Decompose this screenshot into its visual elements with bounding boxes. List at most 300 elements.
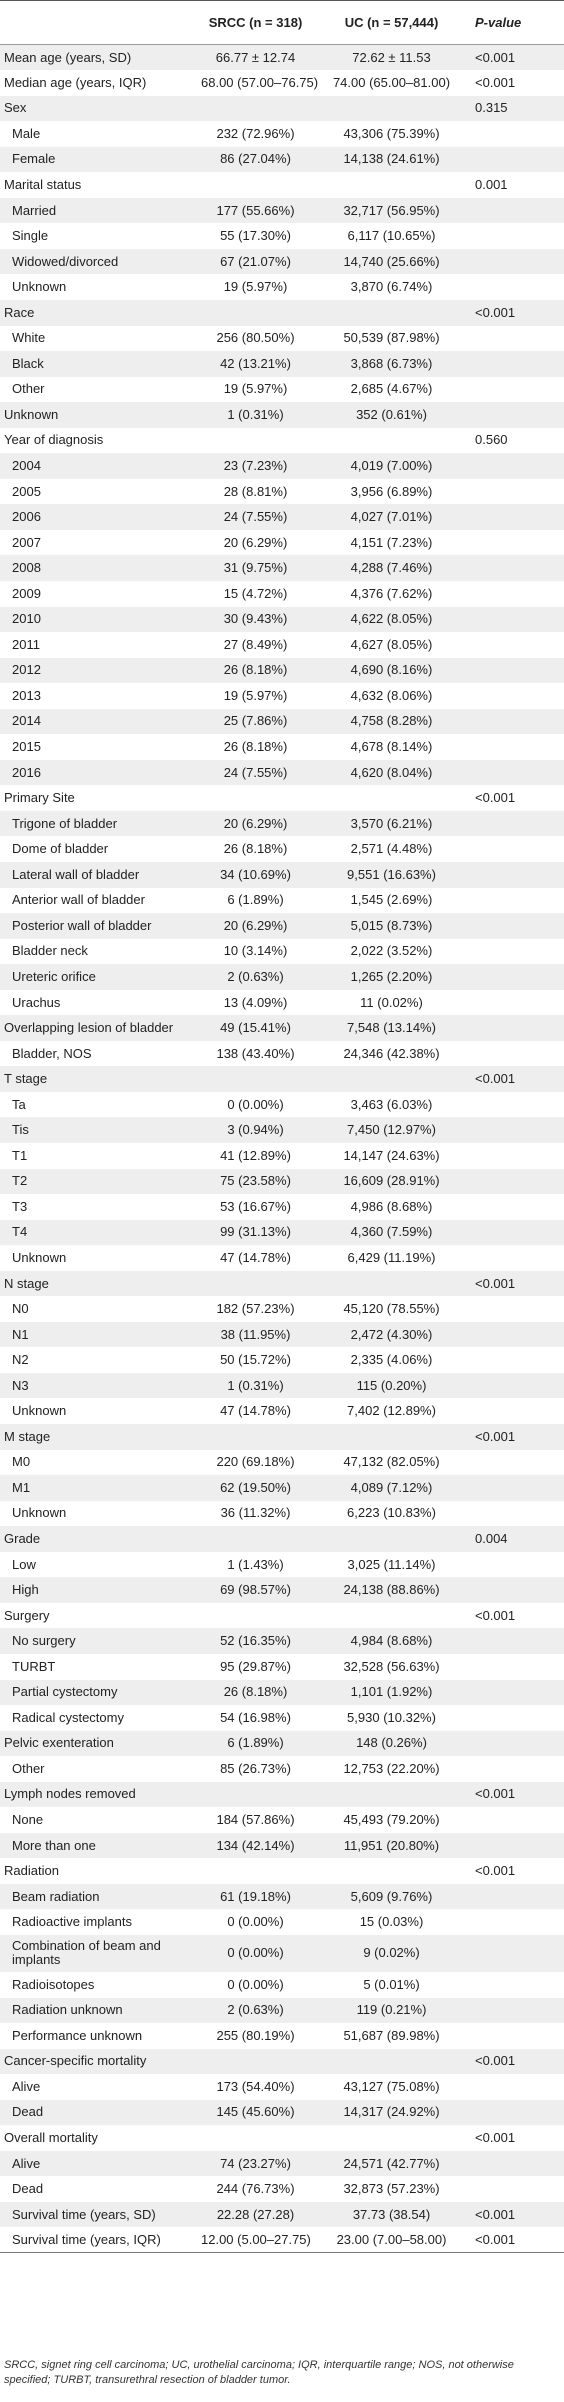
table-row [0, 198, 564, 224]
p-value: 0.001 [475, 177, 508, 192]
table-row [0, 913, 564, 939]
table-row [0, 1041, 564, 1067]
srcc-value [197, 1526, 314, 1552]
uc-value: 6,429 (11.19%) [347, 1249, 436, 1265]
uc-value: 1,101 (1.92%) [350, 1684, 433, 1700]
srcc-value: 184 (57.86%) [216, 1812, 295, 1827]
table-row [0, 1347, 564, 1373]
row-label: None [12, 1812, 44, 1827]
row-label: Race [4, 304, 35, 320]
uc-value: 45,493 (79.20%) [343, 1812, 440, 1827]
uc-value: 32,717 (56.95%) [343, 202, 440, 218]
table-row [0, 811, 564, 837]
p-value [469, 2176, 564, 2202]
uc-value: 352 (0.61%) [356, 406, 427, 422]
srcc-value: 68.00 (57.00–76.75) [201, 74, 319, 90]
uc-value: 5,015 (8.73%) [350, 917, 433, 933]
uc-value: 11,951 (20.80%) [343, 1837, 440, 1853]
p-value [469, 2023, 564, 2049]
table-row [0, 479, 564, 505]
table-row [0, 1373, 564, 1399]
uc-value: 4,376 (7.62%) [350, 585, 433, 601]
table-row [0, 1909, 564, 1935]
row-label: N stage [4, 1275, 49, 1291]
p-value [469, 683, 564, 709]
row-label: Dead [12, 2104, 44, 2120]
p-value [469, 121, 564, 147]
uc-value: 32,873 (57.23%) [343, 2181, 440, 2197]
p-value [469, 1909, 564, 1935]
p-value [469, 1756, 564, 1782]
row-label: Low [12, 1556, 36, 1572]
uc-value: 4,984 (8.68%) [350, 1633, 433, 1649]
uc-value: 50,539 (87.98%) [343, 330, 440, 346]
table-row [0, 2176, 564, 2202]
table-row [0, 1066, 564, 1092]
uc-value: 47,132 (82.05%) [343, 1454, 440, 1470]
p-value [469, 351, 564, 377]
p-value [469, 223, 564, 249]
table-row [0, 658, 564, 684]
table-row [0, 964, 564, 990]
p-value: 0.315 [475, 100, 508, 116]
srcc-value: 244 (76.73%) [216, 2181, 295, 2197]
uc-value: 4,360 (7.59%) [350, 1224, 433, 1240]
header-label-col [0, 1, 197, 45]
table-row [0, 1015, 564, 1041]
srcc-value: 22.28 (27.28) [216, 2206, 295, 2222]
uc-value: 51,687 (89.98%) [343, 2027, 440, 2043]
row-label: Lymph nodes removed [4, 1786, 136, 1802]
p-value [469, 1654, 564, 1680]
srcc-value [197, 1271, 314, 1297]
table-row [0, 888, 564, 914]
row-label: Male [12, 125, 41, 141]
srcc-value: 6 (1.89%) [227, 892, 284, 908]
srcc-value: 0 (0.00%) [227, 1096, 284, 1112]
row-label: 2013 [12, 687, 41, 703]
uc-value: 24,571 (42.77%) [343, 2155, 440, 2171]
table-row [0, 70, 564, 96]
p-value [469, 1731, 564, 1757]
table-row [0, 1092, 564, 1118]
uc-value: 43,127 (75.08%) [343, 2078, 440, 2094]
table-row [0, 1296, 564, 1322]
uc-value [314, 1782, 469, 1808]
uc-value: 24,346 (42.38%) [343, 1045, 440, 1061]
p-value [469, 1680, 564, 1706]
uc-value: 9,551 (16.63%) [347, 866, 436, 882]
srcc-value: 23 (7.23%) [223, 458, 288, 474]
row-label: 2014 [12, 713, 41, 729]
table-row [0, 2100, 564, 2126]
row-label: Beam radiation [12, 1888, 100, 1904]
srcc-value [197, 96, 314, 122]
table-row [0, 172, 564, 198]
p-value [469, 862, 564, 888]
table-row [0, 249, 564, 275]
table-row [0, 683, 564, 709]
uc-value: 2,335 (4.06%) [350, 1352, 433, 1368]
p-value [469, 1807, 564, 1833]
srcc-value: 85 (26.73%) [220, 1760, 291, 1776]
row-label: No surgery [12, 1633, 76, 1649]
table-row [0, 1245, 564, 1271]
uc-value: 3,463 (6.03%) [350, 1096, 433, 1112]
row-label: Radioisotopes [12, 1976, 95, 1992]
p-value: <0.001 [475, 2053, 516, 2069]
uc-value: 4,758 (8.28%) [350, 713, 433, 729]
row-label: Unknown [12, 279, 67, 295]
p-value [469, 2151, 564, 2177]
table-row [0, 1654, 564, 1680]
p-value: <0.001 [469, 2227, 564, 2253]
uc-value: 14,740 (25.66%) [343, 253, 440, 269]
row-label: Primary Site [4, 790, 75, 806]
table-row [0, 836, 564, 862]
table-row [0, 1731, 564, 1757]
table-row [0, 1552, 564, 1578]
row-label: Performance unknown [12, 2027, 143, 2043]
uc-value [314, 1271, 469, 1297]
uc-value: 2,571 (4.48%) [350, 841, 433, 857]
srcc-value: 41 (12.89%) [220, 1147, 291, 1163]
uc-value: 4,627 (8.05%) [350, 636, 433, 652]
srcc-value: 26 (8.18%) [223, 739, 288, 755]
p-value [469, 1041, 564, 1067]
srcc-value [197, 785, 314, 811]
row-label: Dome of bladder [12, 841, 109, 857]
srcc-value: 42 (13.21%) [220, 355, 291, 371]
row-label: Overall mortality [4, 2130, 98, 2146]
uc-value: 11 (0.02%) [360, 994, 423, 1010]
srcc-value: 66.77 ± 12.74 [215, 49, 296, 65]
p-value: <0.001 [475, 1607, 516, 1623]
p-value [469, 1998, 564, 2024]
table-row [0, 1935, 564, 1972]
uc-value: 4,620 (8.04%) [350, 764, 433, 780]
row-label: Pelvic exenteration [4, 1735, 114, 1751]
srcc-value: 256 (80.50%) [216, 330, 295, 346]
row-label: N0 [12, 1301, 29, 1317]
table-row [0, 555, 564, 581]
header-uc: UC (n = 57,444) [314, 1, 469, 45]
srcc-value: 26 (8.18%) [223, 1684, 288, 1700]
srcc-value: 26 (8.18%) [223, 662, 288, 678]
row-label: 2016 [12, 764, 41, 780]
srcc-value: 27 (8.49%) [223, 636, 288, 652]
srcc-value: 47 (14.78%) [220, 1249, 291, 1265]
srcc-value: 177 (55.66%) [216, 202, 295, 218]
p-value [469, 504, 564, 530]
table-row [0, 862, 564, 888]
table-row [0, 734, 564, 760]
table-row [0, 709, 564, 735]
table-row [0, 939, 564, 965]
row-label: More than one [12, 1837, 96, 1853]
p-value: <0.001 [475, 1786, 516, 1802]
p-value [469, 1322, 564, 1348]
srcc-value: 173 (54.40%) [216, 2078, 295, 2094]
header-srcc: SRCC (n = 318) [197, 1, 314, 45]
uc-value: 3,570 (6.21%) [350, 815, 433, 831]
p-value [469, 1705, 564, 1731]
srcc-value: 0 (0.00%) [227, 1976, 284, 1992]
uc-value [314, 1424, 469, 1450]
srcc-value: 255 (80.19%) [216, 2027, 295, 2043]
srcc-value [197, 1858, 314, 1884]
srcc-value: 12.00 (5.00–27.75) [197, 2227, 314, 2253]
row-label: Lateral wall of bladder [12, 866, 140, 882]
p-value [469, 1296, 564, 1322]
table-row [0, 1398, 564, 1424]
p-value [469, 1577, 564, 1603]
table-row [0, 2023, 564, 2049]
srcc-value: 24 (7.55%) [223, 764, 288, 780]
uc-value: 23.00 (7.00–58.00) [314, 2227, 469, 2253]
row-label: Unknown [12, 1403, 67, 1419]
p-value [469, 1373, 564, 1399]
row-label: Partial cystectomy [12, 1684, 118, 1700]
p-value [469, 760, 564, 786]
row-label: T2 [12, 1173, 28, 1189]
srcc-value: 30 (9.43%) [223, 611, 288, 627]
row-label: Tis [12, 1122, 29, 1138]
p-value [469, 1475, 564, 1501]
table-row [0, 1782, 564, 1808]
uc-value: 4,632 (8.06%) [350, 687, 433, 703]
uc-value: 5,609 (9.76%) [350, 1888, 433, 1904]
srcc-value: 19 (5.97%) [223, 381, 288, 397]
table-row [0, 121, 564, 147]
p-value [469, 1628, 564, 1654]
uc-value: 16,609 (28.91%) [343, 1173, 440, 1189]
p-value: <0.001 [475, 1071, 516, 1087]
table-row [0, 1526, 564, 1552]
row-label: Survival time (years, SD) [12, 2206, 156, 2222]
p-value [469, 1092, 564, 1118]
table-row [0, 326, 564, 352]
uc-value [314, 1066, 469, 1092]
srcc-value: 232 (72.96%) [216, 125, 295, 141]
p-value [469, 147, 564, 173]
table-row [0, 632, 564, 658]
uc-value: 2,685 (4.67%) [350, 381, 433, 397]
srcc-value: 95 (29.87%) [220, 1658, 291, 1674]
uc-value: 15 (0.03%) [359, 1914, 424, 1930]
p-value [469, 939, 564, 965]
srcc-value [197, 1603, 314, 1629]
srcc-value: 24 (7.55%) [223, 509, 288, 525]
p-value: 0.004 [475, 1530, 508, 1546]
srcc-value [197, 428, 314, 454]
table-row [0, 2227, 564, 2253]
p-value: <0.001 [475, 790, 516, 806]
srcc-value: 62 (19.50%) [220, 1479, 291, 1495]
uc-value: 1,545 (2.69%) [350, 892, 433, 908]
uc-value: 14,138 (24.61%) [343, 151, 440, 167]
p-value [469, 836, 564, 862]
row-label: 2009 [12, 585, 41, 601]
uc-value: 119 (0.21%) [356, 2002, 427, 2018]
uc-value: 4,089 (7.12%) [350, 1479, 433, 1495]
table-row [0, 1143, 564, 1169]
table-row [0, 1169, 564, 1195]
uc-value [314, 1603, 469, 1629]
p-value [469, 709, 564, 735]
row-label: Ureteric orifice [12, 968, 96, 984]
row-label: Unknown [12, 1249, 67, 1265]
srcc-value: 26 (8.18%) [223, 841, 288, 857]
table-row [0, 1972, 564, 1998]
table-row [0, 1756, 564, 1782]
uc-value [314, 2125, 469, 2151]
table-row [0, 1833, 564, 1859]
row-label: Female [12, 151, 56, 167]
uc-value: 3,870 (6.74%) [350, 279, 433, 295]
srcc-value: 2 (0.63%) [227, 2002, 284, 2018]
table-row [0, 1705, 564, 1731]
row-label: Widowed/divorced [12, 253, 119, 269]
srcc-value: 36 (11.32%) [220, 1505, 291, 1521]
row-label: Mean age (years, SD) [4, 49, 132, 65]
row-label: White [12, 330, 46, 346]
row-label: Alive [12, 2155, 41, 2171]
uc-value: 2,022 (3.52%) [350, 943, 433, 959]
row-label: Cancer-specific mortality [4, 2053, 147, 2069]
srcc-value [197, 1424, 314, 1450]
uc-value [314, 1858, 469, 1884]
srcc-value: 52 (16.35%) [220, 1633, 291, 1649]
table-row [0, 1628, 564, 1654]
table-row [0, 1807, 564, 1833]
uc-value: 4,986 (8.68%) [350, 1198, 433, 1214]
row-label: 2012 [12, 662, 41, 678]
uc-value: 72.62 ± 11.53 [352, 49, 431, 65]
uc-value: 4,678 (8.14%) [350, 739, 433, 755]
srcc-value: 20 (6.29%) [223, 917, 288, 933]
row-label: Radioactive implants [12, 1914, 132, 1930]
table-row [0, 1322, 564, 1348]
header-p-value: P-value [469, 1, 564, 45]
srcc-value: 145 (45.60%) [216, 2104, 295, 2120]
srcc-value [197, 1782, 314, 1808]
uc-value: 7,402 (12.89%) [347, 1403, 436, 1419]
uc-value: 5 (0.01%) [363, 1976, 420, 1992]
srcc-value: 34 (10.69%) [220, 866, 291, 882]
table-row [0, 1858, 564, 1884]
uc-value [314, 96, 469, 122]
uc-value: 6,117 (10.65%) [347, 228, 436, 244]
row-label: Marital status [4, 177, 82, 192]
uc-value: 4,690 (8.16%) [350, 662, 433, 678]
uc-value: 5,930 (10.32%) [347, 1709, 436, 1725]
p-value [469, 913, 564, 939]
table-row [0, 2074, 564, 2100]
srcc-value: 3 (0.94%) [227, 1122, 284, 1138]
p-value [469, 1833, 564, 1859]
uc-value: 6,223 (10.83%) [347, 1505, 436, 1521]
srcc-value: 15 (4.72%) [223, 585, 288, 601]
row-label: 2004 [12, 458, 41, 474]
p-value [469, 274, 564, 300]
srcc-value [197, 172, 314, 198]
uc-value: 3,025 (11.14%) [347, 1556, 436, 1572]
table-row [0, 300, 564, 326]
srcc-value: 38 (11.95%) [220, 1326, 291, 1342]
uc-value: 12,753 (22.20%) [343, 1760, 440, 1776]
row-label: Anterior wall of bladder [12, 892, 145, 908]
p-value [469, 1194, 564, 1220]
row-label: Bladder, NOS [12, 1045, 92, 1061]
table-row [0, 1603, 564, 1629]
table-row [0, 1680, 564, 1706]
row-label: Unknown [4, 406, 59, 422]
row-label: Urachus [12, 994, 61, 1010]
table-footnote: SRCC, signet ring cell carcinoma; UC, urothelial carcinoma; IQR, interquartile range; NOS, not otherwise specified; TURBT, transurethral resection of bladder tumor. [4, 2359, 514, 2386]
table-row [0, 2125, 564, 2151]
p-value [469, 632, 564, 658]
row-label: Married [12, 202, 57, 218]
table-row [0, 504, 564, 530]
table-row [0, 274, 564, 300]
srcc-value: 6 (1.89%) [227, 1735, 284, 1751]
srcc-value [197, 2125, 314, 2151]
row-label: N3 [12, 1377, 29, 1393]
srcc-value: 220 (69.18%) [216, 1454, 295, 1470]
row-label: 2011 [12, 636, 40, 652]
srcc-value: 0 (0.00%) [227, 1945, 284, 1961]
row-label: Black [12, 355, 44, 371]
row-label: Median age (years, IQR) [4, 74, 147, 90]
p-value [469, 1501, 564, 1527]
table-row [0, 1501, 564, 1527]
header-row [0, 1, 564, 45]
srcc-value: 1 (1.43%) [227, 1556, 284, 1572]
uc-value [314, 785, 469, 811]
row-label: Dead [12, 2181, 44, 2197]
srcc-value [197, 1066, 314, 1092]
row-label: M1 [12, 1479, 31, 1495]
uc-value: 37.73 (38.54) [352, 2206, 431, 2222]
p-value [469, 1220, 564, 1246]
table-row [0, 428, 564, 454]
p-value [469, 1398, 564, 1424]
table-row [0, 402, 564, 428]
srcc-value: 25 (7.86%) [223, 713, 288, 729]
uc-value [314, 300, 469, 326]
uc-value: 115 (0.20%) [356, 1377, 427, 1393]
uc-value: 7,450 (12.97%) [347, 1122, 436, 1138]
p-value [469, 1245, 564, 1271]
srcc-value: 1 (0.31%) [227, 406, 284, 422]
table-row [0, 1220, 564, 1246]
srcc-value: 2 (0.63%) [227, 968, 284, 984]
srcc-value: 61 (19.18%) [220, 1888, 291, 1904]
row-label: Surgery [4, 1607, 50, 1623]
row-label: TURBT [12, 1658, 56, 1674]
srcc-value [197, 300, 314, 326]
srcc-value: 19 (5.97%) [223, 279, 288, 295]
row-label: Posterior wall of bladder [12, 917, 152, 933]
srcc-value: 20 (6.29%) [223, 815, 288, 831]
srcc-value: 134 (42.14%) [216, 1837, 295, 1853]
row-label: Other [12, 381, 45, 397]
row-label: 2005 [12, 483, 41, 499]
table-row [0, 45, 564, 71]
p-value [469, 658, 564, 684]
table-row [0, 1194, 564, 1220]
